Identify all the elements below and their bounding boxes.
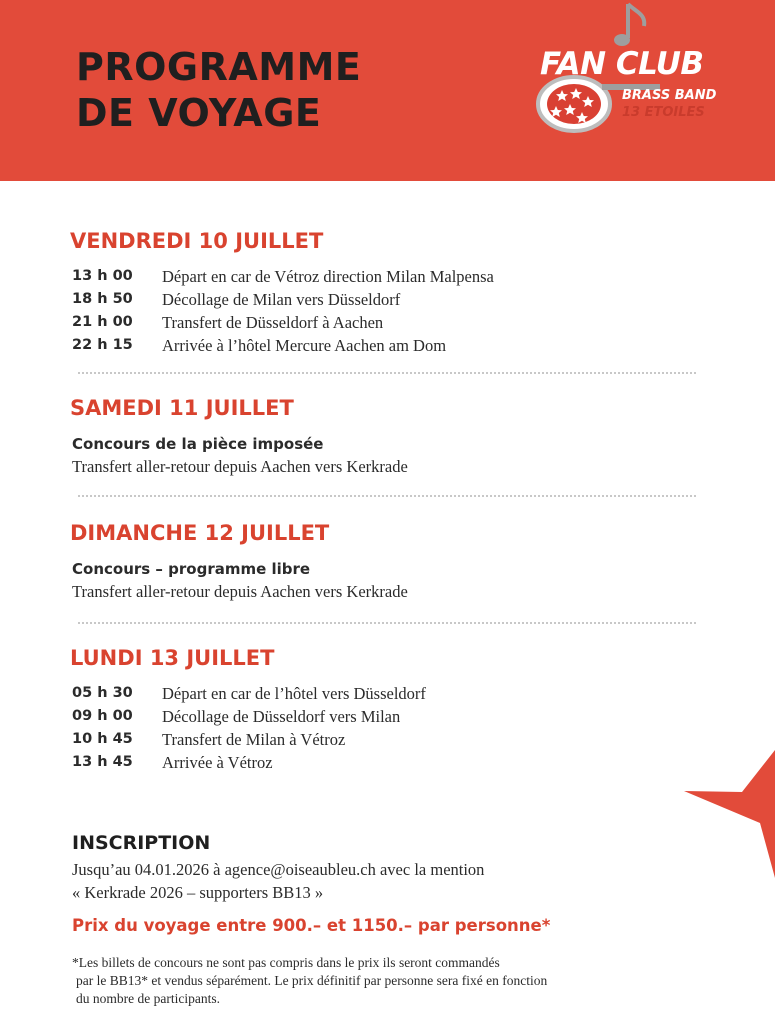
schedule-time: 10 h 45 (72, 731, 133, 747)
logo-text-brass-band: BRASS BAND (622, 88, 717, 103)
schedule-text: Arrivée à Vétroz (162, 753, 273, 772)
dotted-divider (78, 372, 696, 374)
schedule-text: Transfert de Milan à Vétroz (162, 730, 346, 749)
day-title-lundi: LUNDI 13 JUILLET (70, 646, 275, 670)
schedule-time: 05 h 30 (72, 685, 133, 701)
header-banner (0, 0, 775, 181)
schedule-text: Transfert de Düsseldorf à Aachen (162, 313, 384, 332)
day-subtitle: Concours – programme libre (72, 560, 311, 578)
decorative-star-icon (684, 728, 775, 878)
page-title (76, 44, 361, 136)
day-title-dimanche: DIMANCHE 12 JUILLET (70, 521, 330, 545)
page-title-line-2: DE VOYAGE (76, 91, 322, 135)
day-subtitle: Concours de la pièce imposée (72, 435, 324, 453)
schedule-text: Départ en car de l’hôtel vers Düsseldorf (162, 684, 426, 703)
footnote-line-3: du nombre de participants. (76, 991, 220, 1006)
inscription-line-1: Jusqu’au 04.01.2026 à agence@oiseaubleu.ch avec la mention (72, 860, 485, 879)
day-title-samedi: SAMEDI 11 JUILLET (70, 396, 294, 420)
schedule-time: 21 h 00 (72, 314, 133, 330)
logo-text-etoiles: 13 ETOILES (622, 105, 705, 120)
day-title-vendredi: VENDREDI 10 JUILLET (70, 229, 324, 253)
footnote-line-1: *Les billets de concours ne sont pas compris dans le prix ils seront commandés (72, 955, 500, 970)
footnote-line-2: par le BB13* et vendus séparément. Le prix définitif par personne sera fixé en fonction (76, 973, 548, 988)
fan-club-logo (536, 2, 736, 142)
schedule-time: 13 h 45 (72, 754, 133, 770)
schedule-time: 09 h 00 (72, 708, 133, 724)
schedule-time: 22 h 15 (72, 337, 133, 353)
schedule-text: Départ en car de Vétroz direction Milan Malpensa (162, 267, 494, 286)
dotted-divider (78, 622, 696, 624)
schedule-time: 18 h 50 (72, 291, 133, 307)
inscription-line-2: « Kerkrade 2026 – supporters BB13 » (72, 883, 324, 902)
price-text: Prix du voyage entre 900.– et 1150.– par personne* (72, 916, 551, 935)
logo-text-fan-club: FAN CLUB (540, 46, 704, 82)
schedule-text: Arrivée à l’hôtel Mercure Aachen am Dom (162, 336, 447, 355)
day-text: Transfert aller-retour depuis Aachen vers Kerkrade (72, 457, 408, 476)
schedule-text: Décollage de Milan vers Düsseldorf (162, 290, 401, 309)
page-title-line-1: PROGRAMME (76, 45, 362, 89)
day-text: Transfert aller-retour depuis Aachen vers Kerkrade (72, 582, 408, 601)
dotted-divider (78, 495, 696, 497)
schedule-time: 13 h 00 (72, 268, 133, 284)
schedule-text: Décollage de Düsseldorf vers Milan (162, 707, 401, 726)
inscription-title: INSCRIPTION (72, 832, 211, 854)
